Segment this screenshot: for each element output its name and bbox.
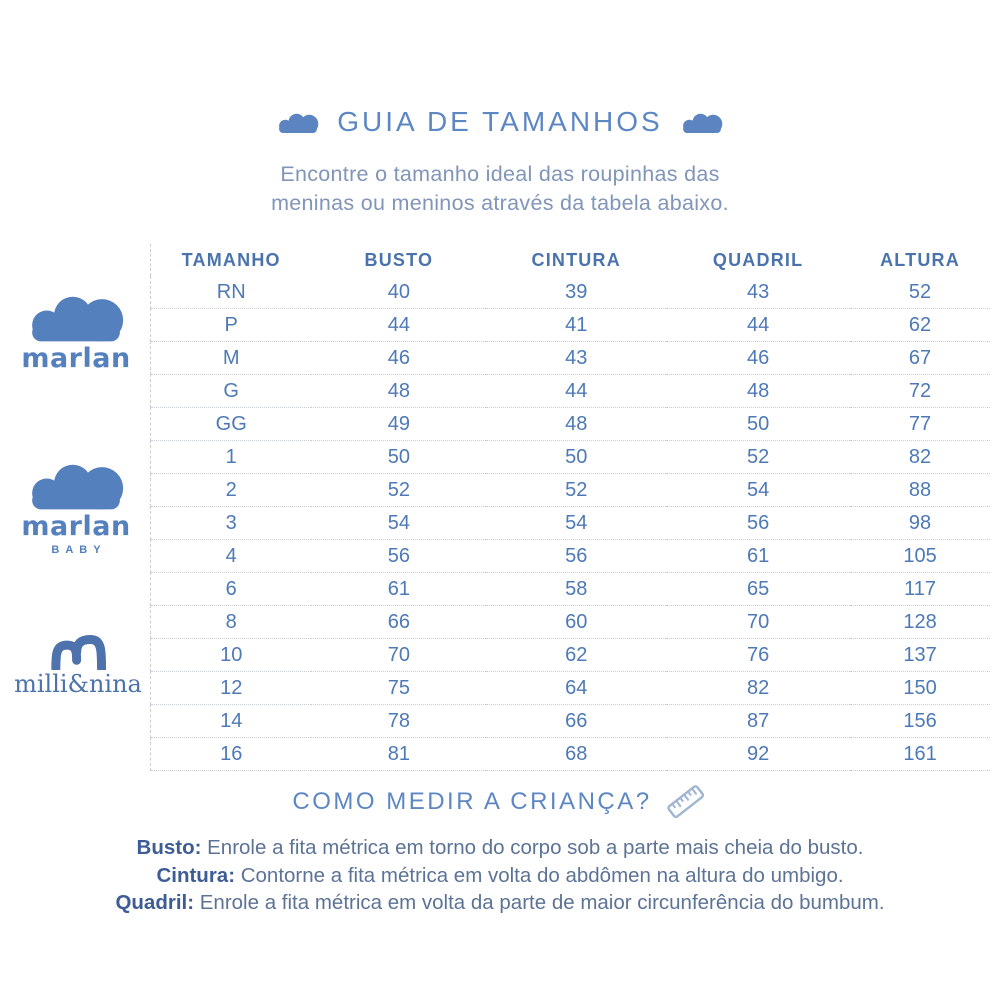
- size-label-cell: 4: [151, 540, 312, 573]
- size-label-cell: 8: [151, 606, 312, 639]
- howto-line-quadril: [0, 889, 1000, 917]
- table-row: [151, 738, 991, 771]
- measurement-cell: 156: [850, 705, 990, 738]
- measurement-cell: 137: [850, 639, 990, 672]
- table-row: [151, 309, 991, 342]
- measurement-cell: 70: [666, 606, 850, 639]
- table-row: [151, 474, 991, 507]
- measurement-cell: 48: [666, 375, 850, 408]
- brand-logo-marlan: [14, 291, 138, 373]
- table-row: [151, 705, 991, 738]
- measurement-cell: 62: [486, 639, 666, 672]
- measurement-cell: 56: [311, 540, 486, 573]
- brand-marlan-baby-sublabel: BABY: [51, 544, 107, 556]
- table-row: [151, 606, 991, 639]
- column-header-tamanho: TAMANHO: [181, 249, 281, 270]
- measurement-cell: 50: [666, 408, 850, 441]
- size-label-cell: 16: [151, 738, 312, 771]
- measurement-cell: 87: [666, 705, 850, 738]
- measurement-cell: 82: [850, 441, 990, 474]
- size-label-cell: 3: [151, 507, 312, 540]
- howto-line-busto: [0, 834, 1000, 862]
- measurement-cell: 50: [311, 441, 486, 474]
- cloud-icon: [277, 111, 319, 134]
- size-label-cell: M: [151, 342, 312, 375]
- measurement-cell: 68: [486, 738, 666, 771]
- measurement-cell: 60: [486, 606, 666, 639]
- measurement-cell: 70: [311, 639, 486, 672]
- measurement-cell: 48: [311, 375, 486, 408]
- measurement-cell: 65: [666, 573, 850, 606]
- table-row: [151, 639, 991, 672]
- size-label-cell: 14: [151, 705, 312, 738]
- table-row: [151, 408, 991, 441]
- measurement-cell: 52: [850, 276, 990, 309]
- page-title-row: [0, 106, 1000, 138]
- brand-logo-millinina: [6, 634, 150, 698]
- howto-label-quadril: Quadril:: [115, 891, 195, 914]
- measurement-cell: 46: [666, 342, 850, 375]
- measurement-cell: 92: [666, 738, 850, 771]
- measurement-cell: 54: [486, 507, 666, 540]
- brand-millinina-wordmark: milli&nina: [14, 670, 142, 698]
- cloud-icon: [681, 111, 723, 134]
- cloud-icon: [27, 459, 125, 511]
- page-title: GUIA DE TAMANHOS: [337, 106, 663, 137]
- column-header-altura: ALTURA: [880, 249, 960, 270]
- measurement-cell: 88: [850, 474, 990, 507]
- measurement-cell: 117: [850, 573, 990, 606]
- howto-text-cintura: Contorne a fita métrica em volta do abdômen na altura do umbigo.: [235, 863, 844, 887]
- measurement-cell: 41: [486, 309, 666, 342]
- measurement-cell: 82: [666, 672, 850, 705]
- measurement-cell: 39: [486, 276, 666, 309]
- measurement-cell: 56: [486, 540, 666, 573]
- table-row: [151, 507, 991, 540]
- brand-marlan-baby-wordmark: marlan: [21, 511, 131, 542]
- size-label-cell: 6: [151, 573, 312, 606]
- howto-text-quadril: Enrole a fita métrica em volta da parte de maior circunferência do bumbum.: [194, 891, 885, 914]
- measurement-cell: 76: [666, 639, 850, 672]
- measurement-cell: 77: [850, 408, 990, 441]
- measurement-cell: 43: [486, 342, 666, 375]
- size-label-cell: 10: [151, 639, 312, 672]
- measurement-cell: 66: [311, 606, 486, 639]
- size-label-cell: 2: [151, 474, 312, 507]
- measurement-cell: 50: [486, 441, 666, 474]
- measurement-cell: 61: [311, 573, 486, 606]
- howto-title-row: [0, 780, 1000, 824]
- measurement-cell: 75: [311, 672, 486, 705]
- howto-label-busto: Busto:: [136, 836, 202, 859]
- size-label-cell: G: [151, 375, 312, 408]
- size-label-cell: RN: [151, 276, 312, 309]
- measurement-cell: 98: [850, 507, 990, 540]
- measurement-cell: 54: [666, 474, 850, 507]
- howto-title: COMO MEDIR A CRIANÇA?: [292, 788, 652, 815]
- measurement-cell: 81: [311, 738, 486, 771]
- table-row: [151, 276, 991, 309]
- page-subtitle: [0, 160, 1000, 217]
- size-table: [150, 244, 990, 771]
- measurement-cell: 43: [666, 276, 850, 309]
- m-arches-icon: [45, 634, 111, 670]
- column-header-quadril: QUADRIL: [712, 249, 804, 270]
- table-row: [151, 375, 991, 408]
- measurement-cell: 49: [311, 408, 486, 441]
- measurement-cell: 58: [486, 573, 666, 606]
- size-label-cell: P: [151, 309, 312, 342]
- table-row: [151, 540, 991, 573]
- measurement-cell: 62: [850, 309, 990, 342]
- brand-marlan-wordmark: marlan: [21, 343, 131, 374]
- measurement-cell: 67: [850, 342, 990, 375]
- measurement-cell: 61: [666, 540, 850, 573]
- subtitle-line-2: meninas ou meninos através da tabela abaixo.: [271, 190, 729, 215]
- measurement-cell: 161: [850, 738, 990, 771]
- measurement-cell: 150: [850, 672, 990, 705]
- size-label-cell: GG: [151, 408, 312, 441]
- measurement-cell: 44: [486, 375, 666, 408]
- measurement-cell: 78: [311, 705, 486, 738]
- measurement-cell: 64: [486, 672, 666, 705]
- measurement-cell: 44: [311, 309, 486, 342]
- brand-logo-marlan-baby: [14, 459, 138, 556]
- howto-instructions: [0, 834, 1000, 917]
- measurement-cell: 52: [311, 474, 486, 507]
- measurement-cell: 48: [486, 408, 666, 441]
- table-row: [151, 672, 991, 705]
- table-row: [151, 441, 991, 474]
- size-label-cell: 1: [151, 441, 312, 474]
- measurement-cell: 54: [311, 507, 486, 540]
- measurement-cell: 105: [850, 540, 990, 573]
- table-header-row: [151, 244, 991, 276]
- measurement-cell: 40: [311, 276, 486, 309]
- measurement-cell: 46: [311, 342, 486, 375]
- howto-label-cintura: Cintura:: [156, 863, 236, 887]
- measurement-cell: 52: [486, 474, 666, 507]
- column-header-cintura: CINTURA: [531, 249, 621, 270]
- table-row: [151, 342, 991, 375]
- measurement-cell: 66: [486, 705, 666, 738]
- cloud-icon: [27, 291, 125, 343]
- measurement-cell: 128: [850, 606, 990, 639]
- howto-text-busto: Enrole a fita métrica em torno do corpo sob a parte mais cheia do busto.: [201, 836, 864, 859]
- measurement-cell: 56: [666, 507, 850, 540]
- column-header-busto: BUSTO: [364, 249, 434, 270]
- table-row: [151, 573, 991, 606]
- measurement-cell: 72: [850, 375, 990, 408]
- ruler-icon: [664, 780, 708, 824]
- howto-line-cintura: [0, 862, 1000, 890]
- size-label-cell: 12: [151, 672, 312, 705]
- subtitle-line-1: Encontre o tamanho ideal das roupinhas das: [280, 162, 720, 186]
- measurement-cell: 44: [666, 309, 850, 342]
- measurement-cell: 52: [666, 441, 850, 474]
